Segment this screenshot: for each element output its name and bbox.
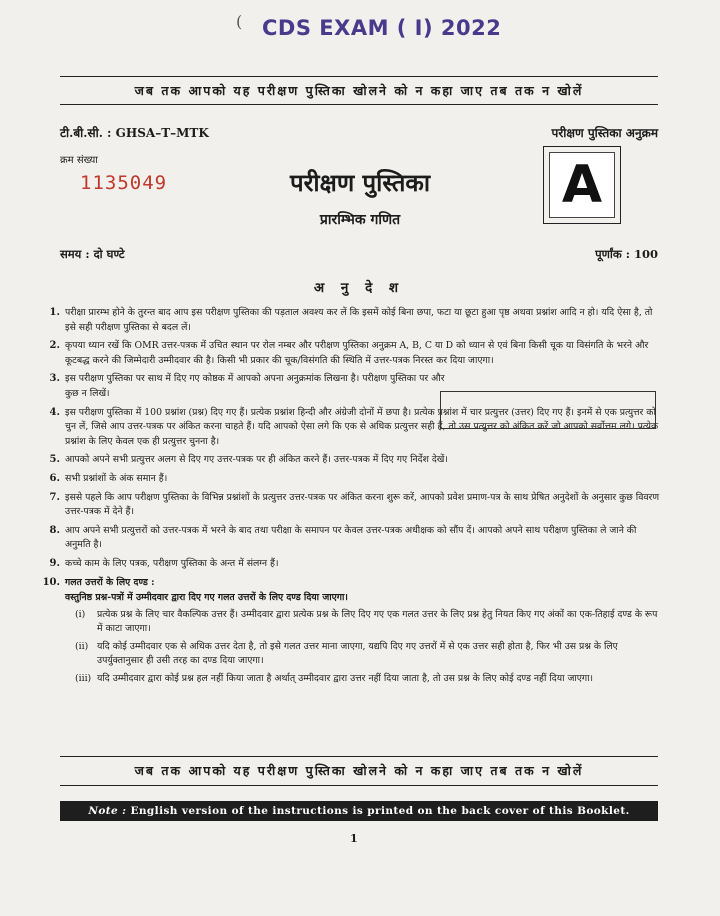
instruction-text: इस परीक्षण पुस्तिका पर साथ में दिए गए कोष्ठक में आपको अपना अनुक्रमांक लिखना है। परीक्षण पुस्तिका पर और कुछ न लिखें।: [65, 373, 445, 399]
series-box: [543, 146, 621, 224]
penalty-point-text: यदि उम्मीदवार द्वारा कोई प्रश्न हल नहीं किया जाता है अर्थात् उम्मीदवार द्वारा उत्तर नहीं दिया जाता है, तो उस प्रश्न के लिए कोई दण्ड नहीं दिया जाएगा।: [97, 673, 594, 685]
instruction-number: 4.: [49, 406, 60, 418]
instruction-text: गलत उत्तरों के लिए दण्ड :: [65, 576, 155, 588]
instructions-heading: अ नु दे श: [313, 280, 405, 296]
page-number: 1: [350, 832, 358, 845]
penalty-intro: वस्तुनिष्ठ प्रश्न-पत्रों में उम्मीदवार द्वारा दिए गए गलत उत्तरों के लिए दण्ड दिया जाएगा।: [65, 592, 348, 604]
instruction-item: [42, 557, 662, 572]
exam-stamp: CDS EXAM ( I) 2022: [262, 16, 502, 40]
max-marks: पूर्णांक : 100: [595, 247, 658, 261]
time-allowed: समय : दो घण्टे: [60, 247, 125, 261]
booklet-sequence-label: परीक्षण पुस्तिका अनुक्रम: [551, 126, 658, 140]
instruction-number: 8.: [49, 524, 60, 536]
penalty-point: [75, 608, 662, 637]
instruction-number: 7.: [49, 491, 60, 503]
instruction-item: [42, 472, 662, 487]
instruction-number: 10.: [42, 576, 60, 588]
english-note-bar: [60, 801, 658, 821]
instruction-text: परीक्षा प्रारम्भ होने के तुरन्त बाद आप इस परीक्षण पुस्तिका की पड़ताल अवश्य कर लें कि इसमें कोई बिना छपा, फटा या छूटा हुआ पृष्ठ अथवा प्रश्नांश आदि न हो। यदि ऐसा है, तो इसे सही परीक्षण पुस्तिका से बदल लें।: [65, 307, 653, 333]
booklet-title: परीक्षण पुस्तिका: [289, 168, 431, 197]
instruction-item: [42, 491, 662, 520]
instruction-item: [42, 339, 662, 368]
penalty-point-text: यदि कोई उम्मीदवार एक से अधिक उत्तर देता है, तो इसे गलत उत्तर माना जाएगा, यद्यपि दिए गए उत्तरों में से एक उत्तर सही होता है, फिर भी उस प्रश्न के लिए उपर्युक्तानुसार ही उसी तरह का दण्ड दिया जाएगा।: [97, 640, 618, 667]
penalty-point-number: (i): [75, 608, 86, 620]
instruction-text: आप अपने सभी प्रत्युत्तरों को उत्तर-पत्रक में भरने के बाद तथा परीक्षा के समापन पर केवल उत्तर-पत्रक अधीक्षक को सौंप दें। आपको अपने साथ परीक्षण पुस्तिका ले जाने की अनुमति है।: [65, 524, 637, 551]
subject-title: प्रारम्भिक गणित: [319, 212, 401, 228]
booklet-code: टी.बी.सी. : GHSA–T–MTK: [60, 126, 209, 140]
penalty-point: [75, 640, 662, 669]
handwritten-mark: (: [236, 12, 243, 31]
top-rule-lower: [60, 104, 658, 105]
penalty-point-number: (ii): [75, 640, 89, 652]
instruction-item: [42, 524, 662, 553]
instruction-number: 9.: [49, 557, 60, 569]
penalty-point: [75, 672, 662, 687]
top-warning: जब तक आपको यह परीक्षण पुस्तिका खोलने को न कहा जाए तब तक न खोलें: [134, 83, 584, 98]
penalty-point-text: प्रत्येक प्रश्न के लिए चार वैकल्पिक उत्तर हैं। उम्मीदवार द्वारा प्रत्येक प्रश्न के लिए दिए गए एक गलत उत्तर के लिए प्रश्न हेतु नियत किए गए अंकों का एक-तिहाई दण्ड के रूप में काटा जाएगा।: [97, 608, 658, 635]
bottom-rule-lower: [60, 785, 658, 786]
top-rule: [60, 76, 658, 77]
bottom-warning: जब तक आपको यह परीक्षण पुस्तिका खोलने को न कहा जाए तब तक न खोलें: [134, 763, 584, 778]
instruction-text: कृपया ध्यान रखें कि OMR उत्तर-पत्रक में उचित स्थान पर रोल नम्बर और परीक्षण पुस्तिका अनुक्रम A, B, C या D को ध्यान से एवं बिना किसी चूक या विसंगति के भरने और कूटबद्ध करने की जिम्मेदारी उम्मीदवार की है। किसी भी प्रकार की चूक/विसंगति की स्थिति में उत्तर-पत्रक निरस्त कर दिया जाएगा।: [65, 340, 649, 366]
serial-label: क्रम संख्या: [60, 155, 98, 166]
instruction-number: 2.: [49, 340, 60, 352]
series-letter: A: [549, 152, 615, 218]
instruction-number: 1.: [49, 307, 60, 318]
instruction-item: [42, 576, 662, 591]
instructions-list: [42, 306, 662, 690]
instruction-number: 6.: [49, 472, 60, 484]
bottom-rule: [60, 756, 658, 757]
instruction-item: [42, 453, 662, 468]
instruction-text: इस परीक्षण पुस्तिका में 100 प्रश्नांश (प्रश्न) दिए गए हैं। प्रत्येक प्रश्नांश हिन्दी और अंग्रेजी दोनों में छपा है। प्रत्येक प्रश्नांश में चार प्रत्युत्तर (उत्तर) दिए गए हैं। इनमें से एक प्रत्युत्तर को चुन लें, जिसे आप उत्तर-पत्रक पर अंकित करना चाहते हैं। यदि आपको ऐसा लगे कि एक से अधिक प्रत्युत्तर सही हैं, तो उस प्रत्युत्तर को अंकित करें जो आपको सर्वोत्तम लगे। प्रत्येक प्रश्नांश के लिए केवल एक ही प्रत्युत्तर चुनना है।: [65, 406, 659, 447]
instruction-text: सभी प्रश्नांशों के अंक समान हैं।: [65, 472, 168, 484]
instruction-text: कच्चे काम के लिए पत्रक, परीक्षण पुस्तिका के अन्त में संलग्न हैं।: [65, 557, 279, 569]
note-label: Note :: [88, 805, 127, 817]
instruction-text: इससे पहले कि आप परीक्षण पुस्तिका के विभिन्न प्रश्नांशों के प्रत्युत्तर उत्तर-पत्रक पर अंकित करना शुरू करें, आपको प्रवेश प्रमाण-पत्र के साथ प्रेषित अनुदेशों के अनुसार कुछ विवरण उत्तर-पत्रक में देने हैं।: [65, 491, 660, 518]
instruction-number: 3.: [49, 373, 60, 385]
instruction-item: [42, 306, 662, 335]
instruction-text: आपको अपने सभी प्रत्युत्तर अलग से दिए गए उत्तर-पत्रक पर ही अंकित करने हैं। उत्तर-पत्रक में दिए गए निर्देश देखें।: [65, 454, 448, 466]
instruction-number: 5.: [49, 454, 60, 466]
penalty-point-number: (iii): [75, 673, 92, 685]
roll-number-box[interactable]: [440, 391, 656, 429]
note-text: English version of the instructions is printed on the back cover of this Booklet.: [130, 805, 630, 817]
serial-number: 1135049: [80, 172, 168, 194]
